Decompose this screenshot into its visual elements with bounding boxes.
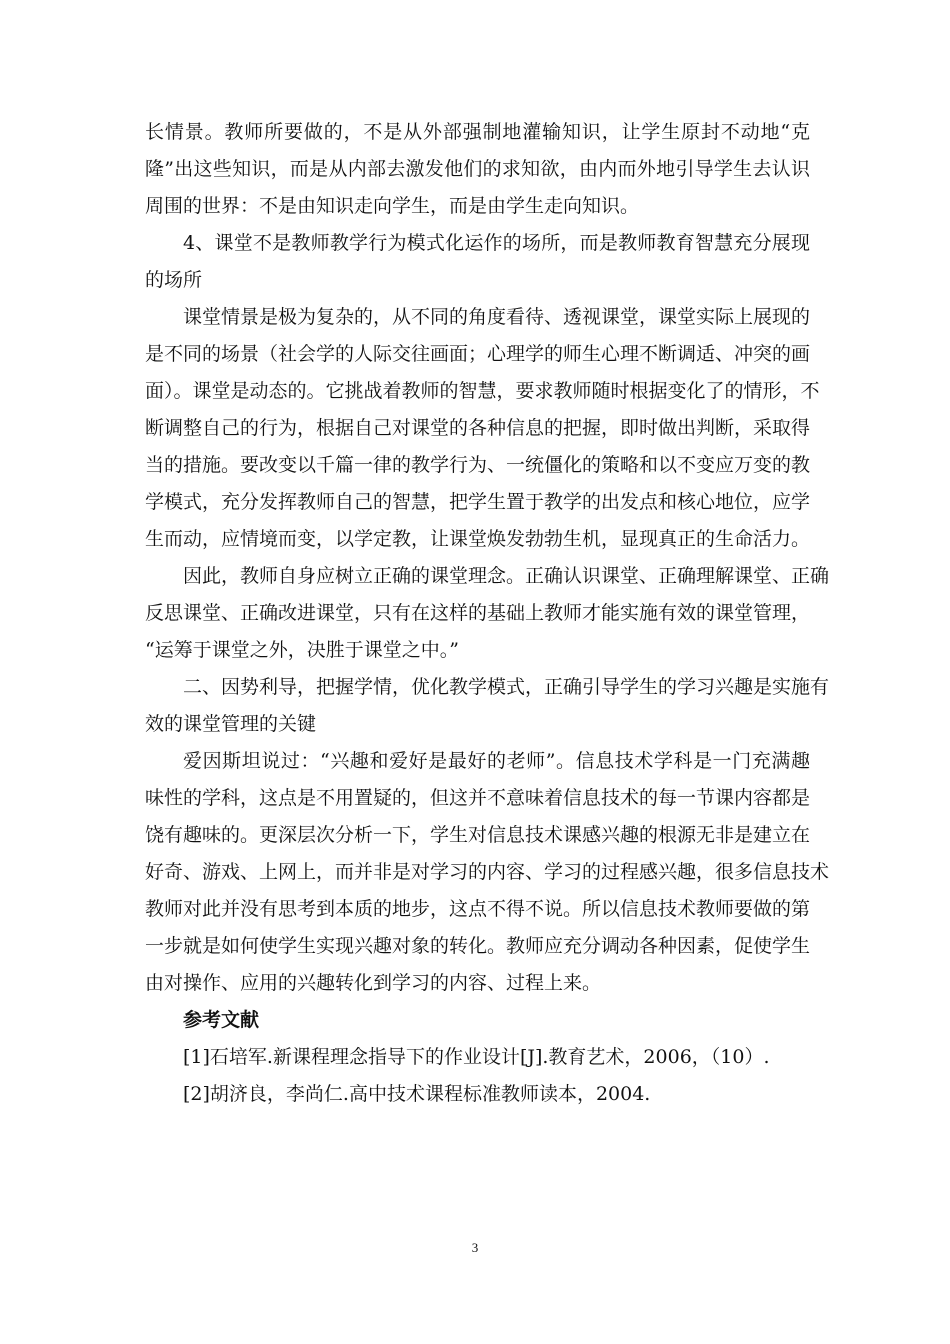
paragraph-line: 长情景。教师所要做的，不是从外部强制地灌输知识，让学生原封不动地“克 (145, 121, 810, 143)
section-heading-line: 4、课堂不是教师教学行为模式化运作的场所，而是教师教育智慧充分展现 (183, 232, 810, 254)
paragraph-line: 是不同的场景（社会学的人际交往画面；心理学的师生心理不断调适、冲突的画 (145, 343, 811, 365)
paragraph-line: “运筹于课堂之外，决胜于课堂之中。” (145, 639, 459, 661)
section-heading-line: 的场所 (145, 269, 203, 291)
paragraph-line: 当的措施。要改变以千篇一律的教学行为、一统僵化的策略和以不变应万变的教 (145, 454, 811, 476)
paragraph-line: 断调整自己的行为，根据自己对课堂的各种信息的把握，即时做出判断，采取得 (145, 417, 811, 439)
paragraph-line: 课堂情景是极为复杂的，从不同的角度看待、透视课堂，课堂实际上展现的 (183, 306, 811, 328)
paragraph-line: 一步就是如何使学生实现兴趣对象的转化。教师应充分调动各种因素，促使学生 (145, 935, 811, 957)
references-heading: 参考文献 (183, 1009, 260, 1031)
paragraph-line: 味性的学科，这点是不用置疑的，但这并不意味着信息技术的每一节课内容都是 (145, 787, 811, 809)
paragraph-line: 教师对此并没有思考到本质的地步，这点不得不说。所以信息技术教师要做的第 (145, 898, 811, 920)
section-heading-line: 效的课堂管理的关键 (145, 713, 317, 735)
reference-item: [1]石培军.新课程理念指导下的作业设计[J].教育艺术，2006，（10）. (183, 1046, 770, 1068)
paragraph-line: 爱因斯坦说过：“兴趣和爱好是最好的老师”。信息技术学科是一门充满趣 (183, 750, 810, 772)
paragraph-line: 好奇、游戏、上网上，而并非是对学习的内容、学习的过程感兴趣，很多信息技术 (145, 861, 830, 883)
reference-item: [2]胡济良，李尚仁.高中技术课程标准教师读本，2004. (183, 1083, 651, 1105)
paragraph-line: 反思课堂、正确改进课堂，只有在这样的基础上教师才能实施有效的课堂管理， (145, 602, 811, 624)
paragraph-line: 面）。课堂是动态的。它挑战着教师的智慧，要求教师随时根据变化了的情形，不 (145, 380, 820, 402)
paragraph-line: 生而动，应情境而变，以学定教，让课堂焕发勃勃生机，显现真正的生命活力。 (145, 528, 811, 550)
document-page (145, 114, 830, 1113)
section-heading-line: 二、因势利导，把握学情，优化教学模式，正确引导学生的学习兴趣是实施有 (183, 676, 830, 698)
paragraph-line: 饶有趣味的。更深层次分析一下，学生对信息技术课感兴趣的根源无非是建立在 (145, 824, 811, 846)
paragraph-line: 由对操作、应用的兴趣转化到学习的内容、过程上来。 (145, 972, 602, 994)
paragraph-line: 因此，教师自身应树立正确的课堂理念。正确认识课堂、正确理解课堂、正确 (183, 565, 830, 587)
paragraph-line: 隆”出这些知识，而是从内部去激发他们的求知欲，由内而外地引导学生去认识 (145, 158, 810, 180)
paragraph-line: 学模式，充分发挥教师自己的智慧，把学生置于教学的出发点和核心地位，应学 (145, 491, 811, 513)
paragraph-line: 周围的世界：不是由知识走向学生，而是由学生走向知识。 (145, 195, 640, 217)
page-number: 3 (471, 1240, 479, 1255)
